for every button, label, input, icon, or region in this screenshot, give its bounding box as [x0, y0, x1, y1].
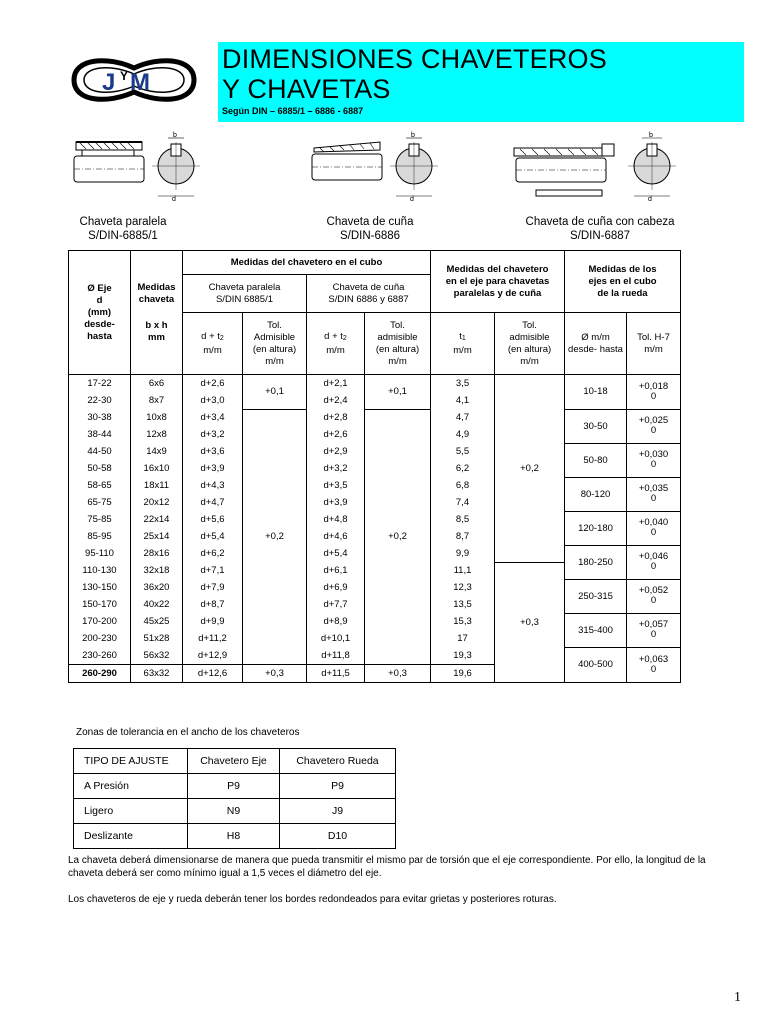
- table-cell: d+2,4: [307, 392, 365, 409]
- table-cell: 17: [431, 630, 495, 647]
- table-row: [69, 375, 681, 393]
- table-cell: d+4,8: [307, 511, 365, 528]
- shaft-range: 180-250: [565, 545, 627, 579]
- table-cell: d+5,4: [307, 545, 365, 562]
- shaft-tolerance: +0,046 0: [627, 545, 681, 579]
- table-cell: 28x16: [131, 545, 183, 562]
- logo-letter-j: J: [102, 69, 116, 96]
- table-cell: 11,1: [431, 562, 495, 579]
- header-chaveta-cuna: Chaveta de cuña S/DIN 6886 y 6887: [307, 275, 431, 313]
- tol-eje-group-1: +0,2: [495, 375, 565, 563]
- table-cell: d+4,6: [307, 528, 365, 545]
- table-cell: d+11,8: [307, 647, 365, 665]
- caption-paralela: Chaveta paralela S/DIN-6885/1: [79, 216, 167, 242]
- table-cell: d+6,1: [307, 562, 365, 579]
- table-cell: d+3,9: [307, 494, 365, 511]
- table-cell: 200-230: [69, 630, 131, 647]
- table-cell: 40x22: [131, 596, 183, 613]
- tol-cuna-group-1: +0,1: [365, 375, 431, 410]
- header-tol-cuna: Tol. admisible (en altura) m/m: [365, 313, 431, 375]
- table-cell: 36x20: [131, 579, 183, 596]
- table-cell: 4,1: [431, 392, 495, 409]
- zones-label: Zonas de tolerancia en el ancho de los chaveteros: [76, 727, 300, 738]
- shaft-tolerance: +0,040 0: [627, 511, 681, 545]
- table-row: TIPO DE AJUSTE Chavetero Eje Chavetero Rueda: [74, 749, 396, 774]
- table-cell: 19,6: [431, 665, 495, 683]
- tol-cuna-group-3: +0,3: [365, 665, 431, 683]
- table-cell: 230-260: [69, 647, 131, 665]
- table-cell: 6,2: [431, 460, 495, 477]
- header-chavetero-eje: Medidas del chavetero en el eje para chavetas paralelas y de cuña: [431, 251, 565, 313]
- dim-b-label: b: [411, 132, 415, 139]
- table-cell: d+4,7: [183, 494, 243, 511]
- table-cell: 170-200: [69, 613, 131, 630]
- table-cell: d+7,7: [307, 596, 365, 613]
- table-cell: 17-22: [69, 375, 131, 393]
- table-cell: 12,3: [431, 579, 495, 596]
- table-cell: d+2,8: [307, 409, 365, 426]
- table-cell: 22-30: [69, 392, 131, 409]
- paragraph-rounded-edges: Los chaveteros de eje y rueda deberán tener los bordes redondeados para evitar grietas y posteriores roturas.: [68, 894, 557, 905]
- table-cell: d+4,3: [183, 477, 243, 494]
- title-line-1: DIMENSIONES CHAVETEROS: [222, 44, 607, 74]
- logo-graphic: [68, 52, 200, 108]
- table-row: [69, 409, 681, 426]
- logo-letter-m: M: [130, 69, 150, 96]
- shaft-tolerance: +0,035 0: [627, 477, 681, 511]
- table-cell: 10x8: [131, 409, 183, 426]
- table-cell: 51x28: [131, 630, 183, 647]
- header-d-t2-cuna: $d + t_2$ m/m: [307, 313, 365, 375]
- shaft-tolerance: +0,030 0: [627, 443, 681, 477]
- tol-eje-group-2: +0,3: [495, 562, 565, 683]
- header-chavetero-cubo: Medidas del chavetero en el cubo: [183, 251, 431, 275]
- table-cell: d+2,6: [307, 426, 365, 443]
- shaft-range: 80-120: [565, 477, 627, 511]
- table-cell: 4,7: [431, 409, 495, 426]
- caption-cuna: Chaveta de cuña S/DIN-6886: [326, 216, 414, 242]
- dim-b-label: b: [173, 132, 177, 139]
- table-cell: 8x7: [131, 392, 183, 409]
- table-cell: 6x6: [131, 375, 183, 393]
- table-cell: 56x32: [131, 647, 183, 665]
- title-line-2: Y CHAVETAS: [222, 74, 391, 104]
- table-row: Ligero N9 J9: [74, 799, 396, 824]
- table-cell: 95-110: [69, 545, 131, 562]
- tol-cuna-group-2: +0,2: [365, 409, 431, 665]
- table-cell: 14x9: [131, 443, 183, 460]
- table-cell: 44-50: [69, 443, 131, 460]
- header-tol-paralela: Tol. Admisible (en altura) m/m: [243, 313, 307, 375]
- table-cell: 38-44: [69, 426, 131, 443]
- page-number: 1: [734, 990, 741, 1005]
- table-cell: 9,9: [431, 545, 495, 562]
- dim-d-label: d: [410, 196, 414, 203]
- table-cell: 130-150: [69, 579, 131, 596]
- table-cell: 5,5: [431, 443, 495, 460]
- paragraph-dimensioning: La chaveta deberá dimensionarse de manera que pueda transmitir el mismo par de torsión que el eje correspondiente. Por ello, la longitud de la chaveta deberá ser como mínimo igual a 1,5 veces el diámetro del eje.: [68, 855, 706, 879]
- table-cell: 8,5: [431, 511, 495, 528]
- shaft-range: 30-50: [565, 409, 627, 443]
- table-cell: 75-85: [69, 511, 131, 528]
- shaft-range: 10-18: [565, 375, 627, 410]
- table-cell: 8,7: [431, 528, 495, 545]
- table-cell: d+2,1: [307, 375, 365, 393]
- table-cell: d+7,9: [183, 579, 243, 596]
- drawing-chaveta-paralela: [72, 128, 202, 204]
- table-cell: 50-58: [69, 460, 131, 477]
- table-cell: 65-75: [69, 494, 131, 511]
- table-cell: d+6,2: [183, 545, 243, 562]
- table-cell: 58-65: [69, 477, 131, 494]
- table-cell: d+3,6: [183, 443, 243, 460]
- table-cell: 4,9: [431, 426, 495, 443]
- logo-letter-y: Y: [120, 69, 129, 83]
- table-cell: d+2,9: [307, 443, 365, 460]
- header-chaveta-paralela: Chaveta paralela S/DIN 6885/1: [183, 275, 307, 313]
- table-cell: 45x25: [131, 613, 183, 630]
- table-cell: d+12,9: [183, 647, 243, 665]
- header-tol-eje: Tol. admisible (en altura) m/m: [495, 313, 565, 375]
- tol-paralela-group-2: +0,2: [243, 409, 307, 665]
- header-medidas-chaveta: Medidas chaveta b x h mm: [131, 251, 183, 375]
- table-cell: d+3,4: [183, 409, 243, 426]
- table-cell: 85-95: [69, 528, 131, 545]
- table-cell: d+11,2: [183, 630, 243, 647]
- table-row: Deslizante H8 D10: [74, 824, 396, 849]
- drawing-chaveta-cuna-cabeza: [512, 128, 692, 204]
- shaft-tolerance: +0,052 0: [627, 579, 681, 613]
- fit-tolerance-table: [73, 748, 396, 849]
- table-cell: d+6,9: [307, 579, 365, 596]
- table-cell: 25x14: [131, 528, 183, 545]
- header-tol-h7: Tol. H-7 m/m: [627, 313, 681, 375]
- header-ejes-rueda: Medidas de los ejes en el cubo de la rueda: [565, 251, 681, 313]
- shaft-range: 400-500: [565, 647, 627, 683]
- shaft-tolerance: +0,018 0: [627, 375, 681, 410]
- table-cell: d+3,0: [183, 392, 243, 409]
- shaft-tolerance: +0,057 0: [627, 613, 681, 647]
- table-cell: d+2,6: [183, 375, 243, 393]
- table-row: A Presión P9 P9: [74, 774, 396, 799]
- table-cell: 19,3: [431, 647, 495, 665]
- table-cell: 12x8: [131, 426, 183, 443]
- keyway-dimensions-table: [68, 250, 681, 683]
- table-cell: d+3,2: [307, 460, 365, 477]
- dim-b-label: b: [649, 132, 653, 139]
- table-cell: d+5,6: [183, 511, 243, 528]
- title-box: [218, 42, 744, 122]
- table-cell: 32x18: [131, 562, 183, 579]
- shaft-tolerance: +0,025 0: [627, 409, 681, 443]
- title-subtitle: Según DIN – 6885/1 – 6886 - 6887: [222, 106, 364, 116]
- table-cell: d+5,4: [183, 528, 243, 545]
- shaft-range: 315-400: [565, 613, 627, 647]
- drawing-chaveta-cuna: [310, 128, 450, 204]
- table-cell: d+3,5: [307, 477, 365, 494]
- dim-d-label: d: [172, 196, 176, 203]
- table-cell: 15,3: [431, 613, 495, 630]
- table-cell: d+8,9: [307, 613, 365, 630]
- table-cell: 260-290: [69, 665, 131, 683]
- table-cell: 22x14: [131, 511, 183, 528]
- tol-paralela-group-3: +0,3: [243, 665, 307, 683]
- table-cell: d+3,9: [183, 460, 243, 477]
- dim-d-label: d: [648, 196, 652, 203]
- table-cell: 18x11: [131, 477, 183, 494]
- table-cell: d+7,1: [183, 562, 243, 579]
- table-cell: 7,4: [431, 494, 495, 511]
- table-cell: d+10,1: [307, 630, 365, 647]
- table-cell: 6,8: [431, 477, 495, 494]
- table-cell: 3,5: [431, 375, 495, 393]
- table-cell: d+9,9: [183, 613, 243, 630]
- header-diametro-rueda: Ø m/m desde- hasta: [565, 313, 627, 375]
- tol-paralela-group-1: +0,1: [243, 375, 307, 410]
- shaft-range: 120-180: [565, 511, 627, 545]
- table-cell: 110-130: [69, 562, 131, 579]
- header-d-t2-paralela: $d + t_2$ m/m: [183, 313, 243, 375]
- header-t1: $t_1$ m/m: [431, 313, 495, 375]
- table-cell: 20x12: [131, 494, 183, 511]
- caption-cuna-cabeza: Chaveta de cuña con cabeza S/DIN-6887: [525, 216, 675, 242]
- table-cell: d+3,2: [183, 426, 243, 443]
- shaft-tolerance: +0,063 0: [627, 647, 681, 683]
- table-cell: 30-38: [69, 409, 131, 426]
- table-cell: d+11,5: [307, 665, 365, 683]
- table-cell: d+12,6: [183, 665, 243, 683]
- table-cell: 13,5: [431, 596, 495, 613]
- shaft-range: 250-315: [565, 579, 627, 613]
- header-diametro: Ø Eje d (mm) desde- hasta: [69, 251, 131, 375]
- table-cell: d+8,7: [183, 596, 243, 613]
- company-logo: [68, 52, 200, 108]
- table-cell: 63x32: [131, 665, 183, 683]
- table-cell: 16x10: [131, 460, 183, 477]
- shaft-range: 50-80: [565, 443, 627, 477]
- table-cell: 150-170: [69, 596, 131, 613]
